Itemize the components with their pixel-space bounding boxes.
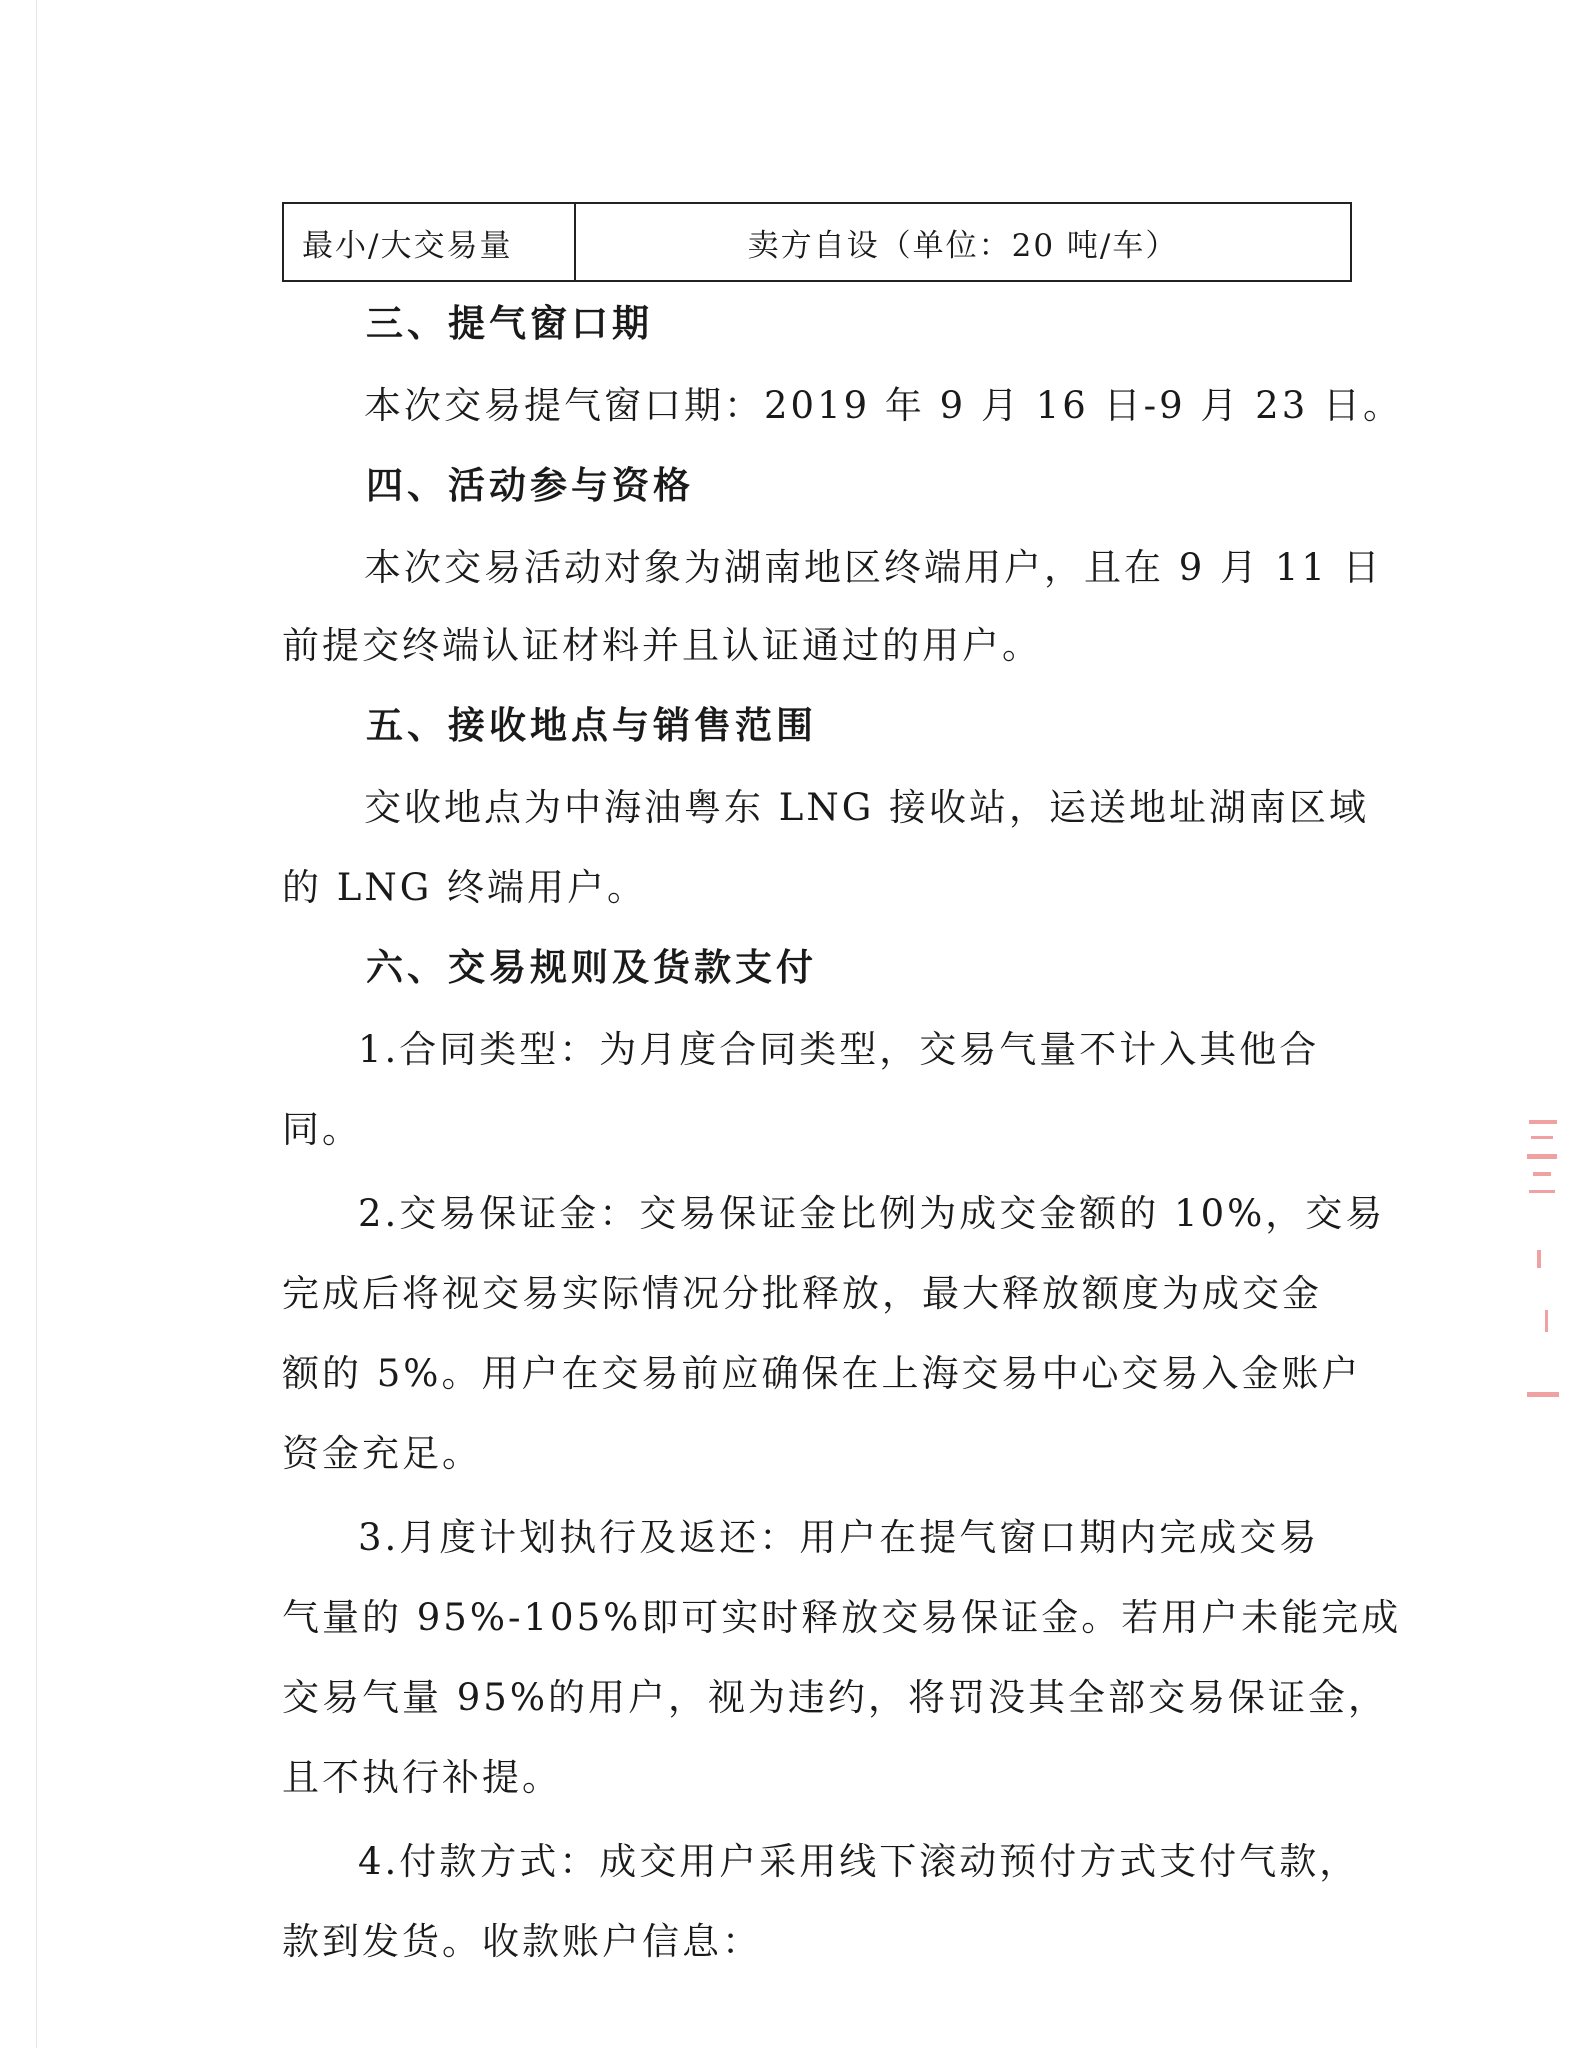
paragraph-line: 交易气量 95%的用户，视为违约，将罚没其全部交易保证金， [282,1676,1388,1719]
paragraph-line: 3.月度计划执行及返还：用户在提气窗口期内完成交易 [358,1516,1320,1559]
table-cell-value: 卖方自设（单位：20 吨/车） [575,203,1351,281]
section-heading-eligibility: 四、活动参与资格 [366,464,694,507]
paragraph-line: 款到发货。收款账户信息： [282,1920,762,1963]
paragraph-line: 完成后将视交易实际情况分批释放，最大释放额度为成交金 [282,1272,1322,1315]
table-row [283,203,1351,281]
paragraph-line: 1.合同类型：为月度合同类型，交易气量不计入其他合 [358,1028,1320,1071]
paragraph-line: 本次交易提气窗口期：2019 年 9 月 16 日-9 月 23 日。 [364,384,1403,427]
paragraph-line: 交收地点为中海油粤东 LNG 接收站，运送地址湖南区域 [364,786,1370,829]
scan-edge [36,0,37,2048]
paragraph-line: 且不执行补提。 [282,1756,562,1799]
table-cell-label: 最小/大交易量 [283,203,575,281]
paragraph-line: 资金充足。 [282,1432,482,1475]
paragraph-line: 的 LNG 终端用户。 [282,866,648,909]
paragraph-line: 2.交易保证金：交易保证金比例为成交金额的 10%，交易 [358,1192,1386,1235]
paragraph-line: 4.付款方式：成交用户采用线下滚动预付方式支付气款， [358,1840,1360,1883]
section-heading-trading-rules: 六、交易规则及货款支付 [366,946,817,989]
trade-volume-table [282,202,1352,282]
paragraph-line: 气量的 95%-105%即可实时释放交易保证金。若用户未能完成 [282,1596,1402,1639]
paragraph-line: 前提交终端认证材料并且认证通过的用户。 [282,624,1042,667]
seal-stamp-fragment [1525,1120,1561,1410]
section-heading-delivery-location: 五、接收地点与销售范围 [366,704,817,747]
paragraph-line: 本次交易活动对象为湖南地区终端用户，且在 9 月 11 日 [364,546,1383,589]
paragraph-line: 额的 5%。用户在交易前应确保在上海交易中心交易入金账户 [282,1352,1362,1395]
section-heading-withdrawal-window: 三、提气窗口期 [366,302,653,345]
paragraph-line: 同。 [282,1108,362,1151]
